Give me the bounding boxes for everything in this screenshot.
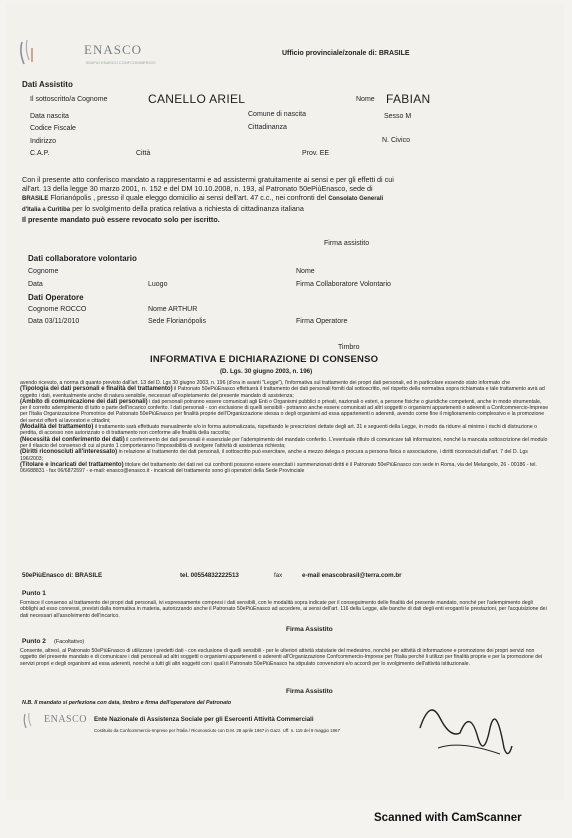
operatore-cognome: Cognome ROCCO [28, 306, 87, 313]
punto2-firma: Firma Assistito [286, 688, 333, 695]
p6-heading: (Titolare e incaricati del trattamento) [20, 461, 124, 468]
footer-swoosh-icon [22, 712, 38, 730]
cittadinanza-label: Cittadinanza [248, 124, 287, 131]
punto1-firma: Firma Assistito [286, 626, 333, 633]
informativa-p5 [20, 449, 550, 462]
office-line: 50ePiùEnasco di: BRASILE [22, 572, 103, 579]
informativa-p2 [20, 399, 550, 424]
p1-text: il Patronato 50ePiùEnasco effettuerà il trattamento dei dati personali forniti dal sottoscritto, nel rispetto della normativa sopra richiamata e tale trattamento avrà ad oggetto i dati, eventualmente anche di natura sensibile, necessari all'espletamento del presente mandato di assistenza; [20, 386, 545, 399]
nome-label: Nome [356, 96, 375, 103]
footer-brand: ENASCO [44, 714, 88, 725]
informativa-intro: avendo ricevuto, a norma di quanto previsto dall'art. 13 del D. Lgs 30 giugno 2003, n. 196 (d'ora in avanti "Legge"), l'informativa sul trattamento dei propri dati personali, ed in particolare essendo stato informato che [20, 380, 510, 386]
punto2-title: Punto 2 [22, 638, 46, 645]
data-nascita-label: Data nascita [30, 113, 69, 120]
informativa-title: INFORMATIVA E DICHIARAZIONE DI CONSENSO [150, 354, 379, 365]
informativa-p3 [20, 424, 550, 437]
footer-costituito: Costituito da Confcommercio-Imprese per l'Italia / Riconosciuto con D.M. 28 aprile 1967 in Gazz. Uff. n. 115 del 9 maggio 1967 [94, 728, 340, 733]
assistito-section-title: Dati Assistito [22, 80, 73, 89]
cognome-label: Il sottoscritto/a Cognome [30, 96, 108, 103]
p2-heading: (Ambito di comunicazione dei dati personali) [20, 398, 148, 405]
p5-text: in relazione al trattamento dei dati personali, il sottoscritto può esercitare, anche a mezzo delega o procura a persona fisica o associazione, i diritti riconosciuti dall'art. 7 del D. Lgs 196/2003; [20, 449, 528, 462]
footer-ente: Ente Nazionale di Assistenza Sociale per gli Esercenti Attività Commerciali [94, 716, 314, 723]
logo-tagline: 50&PIÙ ENASCO CONFCOMMERCIO [86, 60, 156, 65]
sesso-label: Sesso M [384, 113, 412, 120]
mandato-line-4 [22, 204, 550, 215]
p4-heading: (Necessità del conferimento dei dati) [20, 436, 125, 443]
timbro-label: Timbro [338, 344, 360, 351]
nome-value: FABIAN [386, 92, 431, 106]
collab-nome-label: Nome [296, 268, 315, 275]
operatore-data: Data 03/11/2010 [28, 318, 80, 325]
p5-heading: (Diritti riconosciuti all'interessato) [20, 449, 118, 456]
footer-logo [22, 712, 88, 735]
firma-assistito-label: Firma assistito [324, 240, 370, 247]
mandato-paragraph [22, 175, 550, 224]
collab-cognome-label: Cognome [28, 268, 59, 275]
punto2-text: Consente, altresì, al Patronato 50ePiùEnasco di utilizzare i predetti dati - con esclusione di quelli sensibili - per le ulteriori attività statutarie del medesimo, nonché per attività di informazione e promozione dei propri servizi non oggetto del presente mandato e di comunicare i dati personali ad altri soggetti o organismi appartenenti o aderenti all'Organizzazione Confcommercio-Imprese per l'Italia perché li utilizzi per finalità proprie e per la promozione dei servizi propri e degli organismi ad essa aderenti, nonché a tutti gli altri soggetti con i quali il Patronato 50ePiùEnasco ha stipulato convenzioni e/o accordi per lo svolgimento dell'attività istituzionale. [20, 648, 543, 667]
mandato-line-1: Con il presente atto conferisco mandato a rappresentarmi e ad assistermi gratuitamente ai sensi e per gli effetti di cui [22, 175, 394, 184]
punto2-facoltativo: (Facoltativo) [54, 639, 85, 645]
collaboratore-section-title: Dati collaboratore volontario [28, 254, 137, 263]
collab-luogo-label: Luogo [148, 281, 168, 288]
operatore-sede: Sede Florianópolis [148, 318, 206, 325]
mandato-line-2: all'art. 13 della legge 30 marzo 2001, n. 152 e del DM 10.10.2008, n. 193, al Patronato 50ePiùEnasco, sede di [22, 184, 373, 193]
office-fax: fax [274, 572, 283, 579]
punto1-text: Fornisce il consenso al trattamento dei propri dati personali, ivi espressamente compresi i dati sensibili, con le modalità sopra indicate per il conseguimento delle finalità del presente mandato, nonché per l'adempimento degli obblighi ad esso connessi, previsti dalla normativa in materia, autorizzando anche il Patronato 50ePiùEnasco ad accedere, ai sensi dell'art. 116 della Legge, alle banche di dati degli enti eroganti le prestazioni, per l'acquisizione dei dati necessari all'assolvimento dell'incarico. [20, 600, 547, 619]
operatore-firma-label: Firma Operatore [296, 318, 348, 325]
logo-brand: ENASCO [84, 42, 143, 57]
p2-text: i dati personali potranno essere comunicati agli Enti o Organismi pubblici o privati, nazionali o esteri, a persone fisiche o giuridiche competenti, anche in modo strumentale, per il corretto adempimento di tutto o parte dell'incarico conferito. I dati personali - con esclusione di quelli sensibili - potranno anche essere comunicati ad altri soggetti o organismi appartenenti o aderenti a Confcommercio-Imprese per l'Italia Organizzazione Promotrice del Patronato 50ePiùEnasco per finalità proprie dell'Organizzazione stessa o degli organismi ad essa appartenenti o aderenti, avendo come fine il miglioramento complessivo e la promozione dei servizi offerti ai lavoratori e cittadini; [20, 398, 549, 424]
informativa-p1 [20, 386, 550, 399]
collab-firma-label: Firma Collaboratore Volontario [296, 281, 391, 288]
mandato-consolato: Consolato Generali [328, 196, 384, 202]
cognome-value: CANELLO ARIEL [148, 92, 246, 106]
operatore-section-title: Dati Operatore [28, 293, 84, 302]
informativa-subtitle: (D. Lgs. 30 giugno 2003, n. 196) [220, 368, 313, 375]
p6-text: titolare del trattamento dei dati nei cui confronti possono essere esercitati i summenzionati diritti è il Patronato 50ePiùEnasco con sede in Roma, via del Melangolo, 26 - 00186 - tel. 06/688831 - fax 06/6872597 - e-mail: enasco@enasco.it - incaricati del trattamento sono gli operatori della Sede Provinciale [20, 461, 537, 475]
mandato-revocabile: Il presente mandato può essere revocato solo per iscritto. [22, 215, 220, 224]
enasco-swoosh-icon [18, 38, 42, 68]
mandato-sede: BRASILE [22, 196, 49, 202]
p3-heading: (Modalità del trattamento) [20, 424, 94, 431]
collab-data-label: Data [28, 281, 43, 288]
mandato-line-3 [22, 193, 550, 204]
codice-fiscale-label: Codice Fiscale [30, 125, 76, 132]
prov-label: Prov. EE [302, 150, 330, 157]
handwritten-signature [400, 688, 520, 768]
office-tel: tel. 00554832222513 [180, 572, 239, 579]
operatore-nome: Nome ARTHUR [148, 306, 198, 313]
informativa-p4 [20, 437, 550, 450]
p1-heading: (Tipologia dei dati personali e finalità del trattamento) [20, 386, 173, 393]
office-label: Ufficio provinciale/zonale di: BRASILE [282, 50, 410, 57]
civico-label: N. Civico [382, 137, 411, 144]
informativa-p6 [20, 462, 550, 475]
nb-note: N.B. Il mandato si perfeziona con data, timbro e firma dell'operatore del Patronato [22, 700, 232, 706]
citta-label: Città [136, 150, 151, 157]
mandato-pratica: per lo svolgimento della pratica relativa a richiesta di cittadinanza italiana [72, 204, 304, 213]
camscanner-watermark: Scanned with CamScanner [374, 812, 522, 824]
enasco-logo [18, 38, 158, 72]
office-email: e-mail enascobrasil@terra.com.br [302, 572, 402, 579]
indirizzo-label: Indirizzo [30, 138, 57, 145]
p3-text: il trattamento sarà effettuato manualmente e/o in forma automatizzata, rispettando le prescrizioni dettate degli art. 31 e seguenti della Legge, in modo da ridurre al minimo i rischi di distruzione o perdita, di accesso non autorizzato o di trattamento non conforme alle finalità della raccolta; [20, 424, 538, 437]
informativa-body [20, 380, 550, 474]
cap-label: C.A.P. [30, 150, 50, 157]
mandato-consolato-city: d'Italia a Curitiba [22, 207, 71, 213]
mandato-domicilio: Florianópolis , presso il quale eleggo domicilio ai sensi dell'art. 47 c.c., nei confronti del [50, 193, 327, 202]
punto1-title: Punto 1 [22, 590, 46, 597]
comune-nascita-label: Comune di nascita [248, 111, 306, 118]
p4-text: il conferimento dei dati personali è essenziale per l'adempimento del mandato conferito. L'eventuale rifiuto di comunicare tali informazioni, nonché la mancata sottoscrizione del modulo per il rilascio del consenso di cui al punto 1 comporteranno l'impossibilità di svolgere l'attività di assistenza richiesta; [20, 436, 548, 449]
